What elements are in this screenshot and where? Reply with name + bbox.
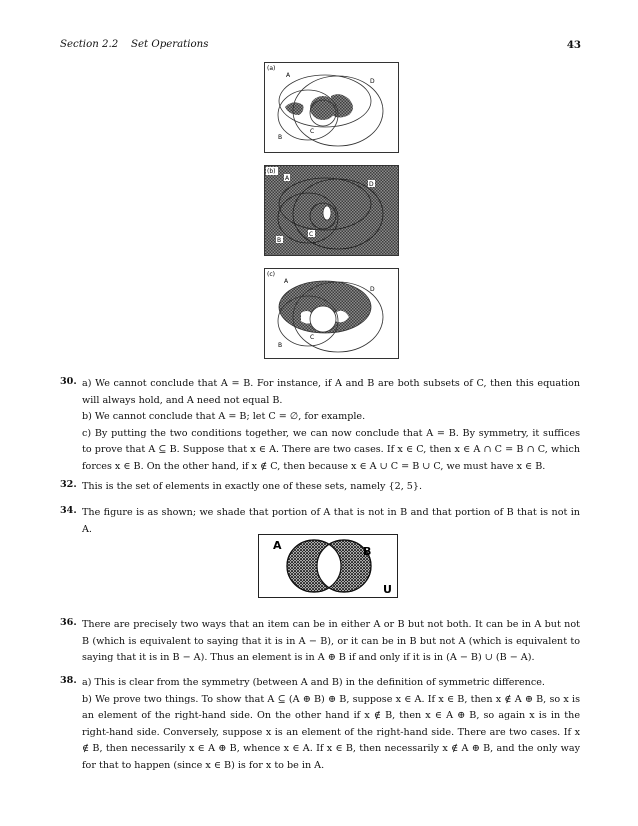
problem-30-part-b: b) We cannot conclude that A = B; let C = ∅, for example. [82, 411, 366, 422]
header-section: Section 2.2 [60, 39, 119, 50]
figure-c-set-c: C [310, 334, 315, 341]
figure-a-set-b: B [278, 134, 283, 141]
figure-c-diagram [265, 269, 398, 358]
figure-a [264, 62, 399, 153]
page-number: 43 [566, 39, 581, 51]
problem-number: 34. [60, 505, 77, 516]
problem-32 [60, 479, 580, 496]
venn-diagram-svg [259, 535, 397, 597]
figure-c-set-a: A [284, 278, 289, 285]
venn-diagram [258, 534, 398, 598]
figure-c-set-b: B [278, 342, 283, 349]
problem-36 [60, 617, 580, 667]
figure-a-set-d: D [370, 78, 375, 85]
figure-b-label: (b) [267, 168, 276, 175]
problem-36-text: There are precisely two ways that an item can be in either A or B but not both. It can be in A but not B (which is equivalent to saying that it is in A − B), or it can be in B but not A (which is equivalent to saying that it is in B − A). Thus an element is in A ⊕ B if and only if it is in (A − B) ∪ (B − A). [82, 619, 580, 663]
problem-30 [60, 376, 580, 475]
problem-38 [60, 675, 580, 774]
problem-number: 30. [60, 376, 77, 387]
problem-number: 36. [60, 617, 77, 628]
figure-b-set-b: B [277, 237, 282, 244]
figure-b [264, 165, 399, 256]
figure-a-set-a: A [286, 72, 291, 79]
problem-38-part-a: a) This is clear from the symmetry (between A and B) in the definition of symmetric difference. [82, 677, 545, 688]
figure-a-label: (a) [267, 65, 276, 72]
figure-b-set-c: C [309, 231, 314, 238]
figure-c-label: (c) [267, 271, 275, 278]
venn-label-b: B [363, 545, 372, 558]
figure-a-diagram [265, 63, 398, 152]
problem-number: 38. [60, 675, 77, 686]
problem-38-part-b: b) We prove two things. To show that A ⊆ (A ⊕ B) ⊕ B, suppose x ∈ A. If x ∈ B, then x ∉ A ⊕ B, so x is an element of the right-hand side. On the other hand if x ∉ B, then x ∈ A ⊕ B, so again x is in the right-hand side. Conversely, suppose x is an element of the right-hand side. There are two cases. If x ∉ B, then necessarily x ∈ A ⊕ B, whence x ∈ A. If x ∈ B, then necessarily x ∉ A ⊕ B, and the only way for that to happen (since x ∈ B) is for x to be in A. [82, 693, 580, 771]
figure-c [264, 268, 399, 359]
figure-b-set-d: D [369, 181, 374, 188]
problem-number: 32. [60, 479, 77, 490]
figure-a-set-c: C [310, 128, 315, 135]
problem-30-part-c: c) By putting the two conditions together, we can now conclude that A = B. By symmetry, it suffices to prove that A ⊆ B. Suppose that x ∈ A. There are two cases. If x ∈ C, then x ∈ A ∩ C = B ∩ C, which forces x ∈ B. On the other hand, if x ∉ C, then because x ∈ A ∪ C = B ∪ C, we must have x ∈ B. [82, 427, 580, 472]
header-title: Set Operations [131, 39, 209, 50]
problem-34-text: The figure is as shown; we shade that portion of A that is not in B and that portion of B that is not in A. [82, 507, 580, 535]
venn-label-u: U [383, 583, 392, 596]
problem-32-text: This is the set of elements in exactly one of these sets, namely {2, 5}. [82, 481, 423, 492]
figure-b-diagram [265, 166, 398, 255]
problem-30-part-a: a) We cannot conclude that A = B. For instance, if A and B are both subsets of C, then this equation will always hold, and A need not equal B. [82, 378, 580, 406]
figure-c-set-d: D [370, 286, 375, 293]
figure-b-set-a: A [285, 175, 290, 182]
venn-label-a: A [273, 539, 282, 552]
